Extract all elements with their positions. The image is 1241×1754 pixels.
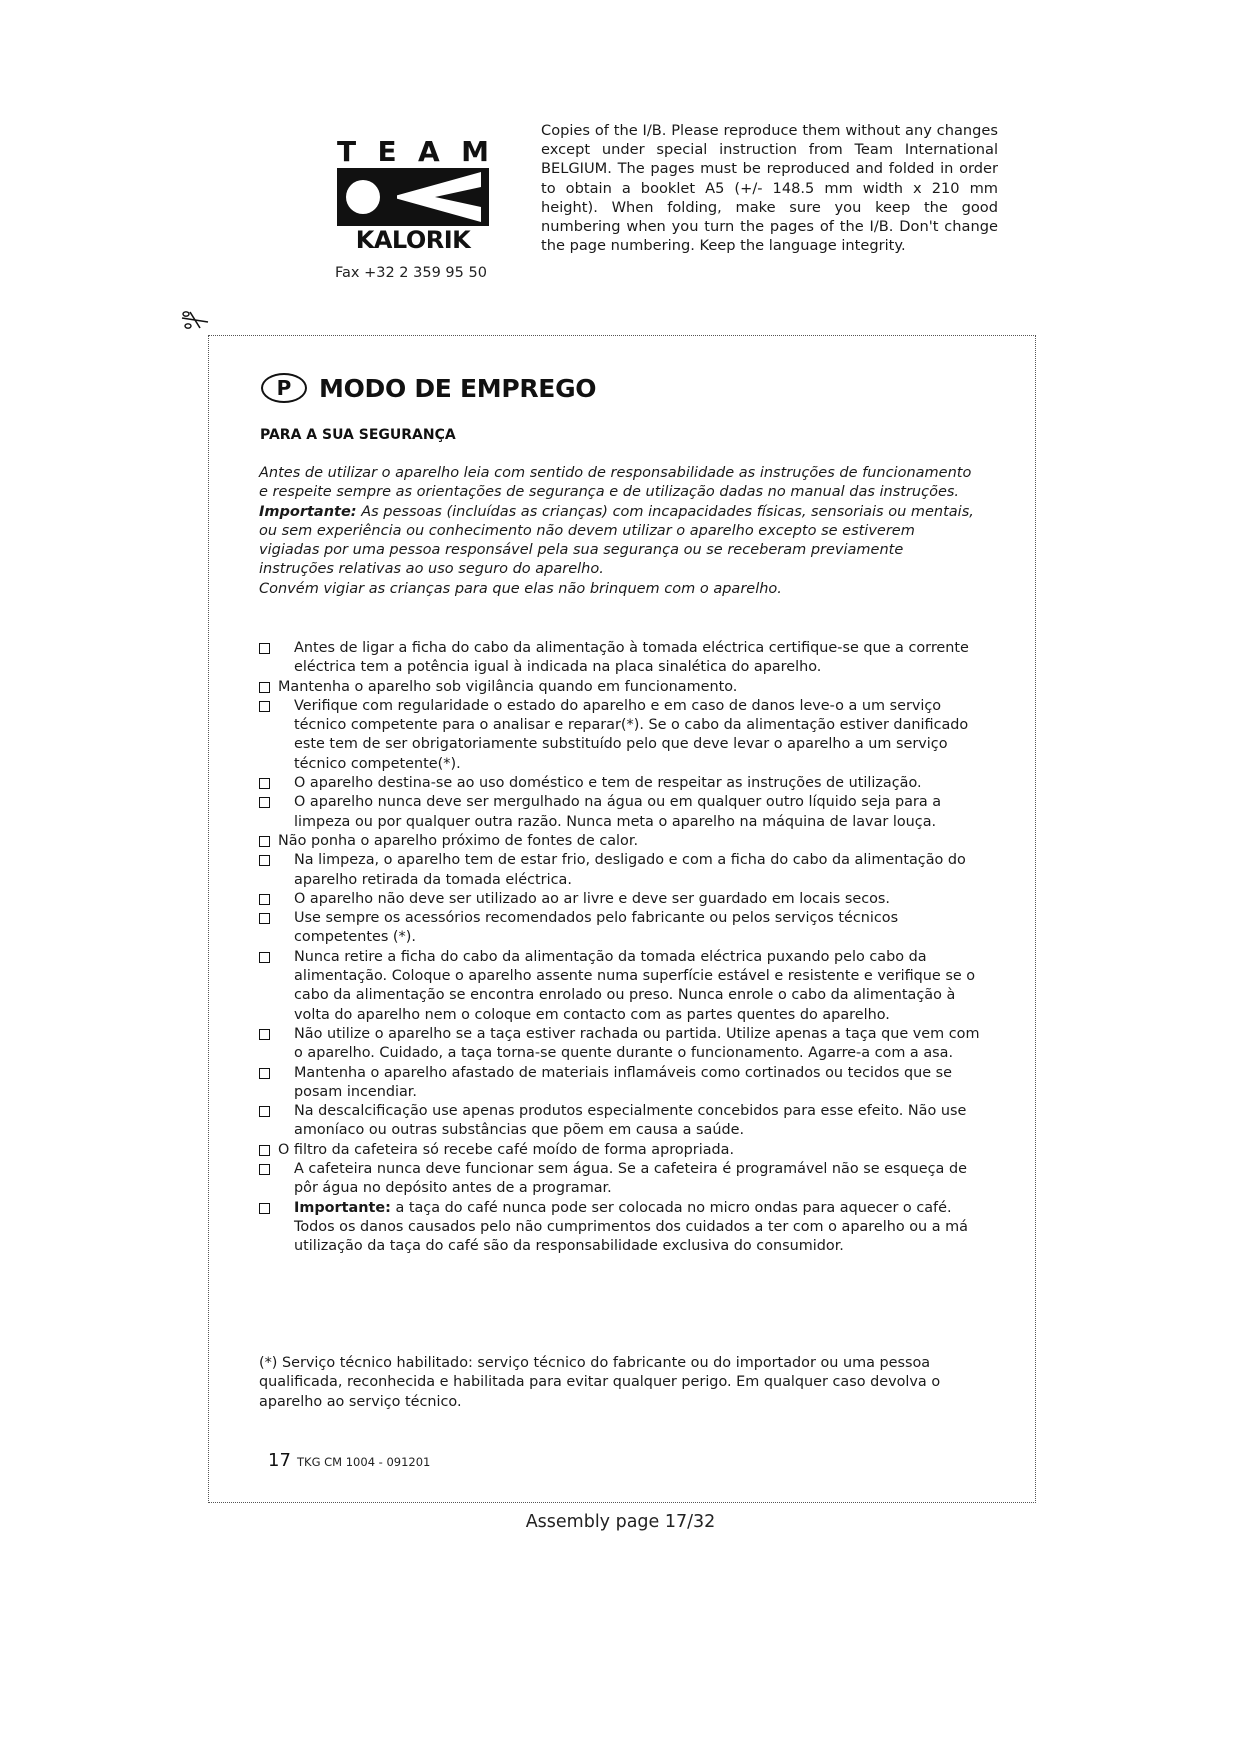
list-item: O aparelho não deve ser utilizado ao ar livre e deve ser guardado em locais secos.: [259, 890, 989, 909]
language-badge: P: [261, 373, 307, 403]
list-item: O aparelho nunca deve ser mergulhado na água ou em qualquer outro líquido seja para a limpeza ou por qualquer outra razão. Nunca meta o aparelho na máquina de lavar louça.: [259, 793, 989, 832]
important-text: a taça do café nunca pode ser colocada no micro ondas para aquecer o café. Todos os danos causados pelo não cumprimentos dos cuidados a ter com o aparelho ou a má utilização da taça do café são da responsabilidade exclusiva do consumidor.: [294, 1199, 968, 1255]
checkbox-icon: [259, 797, 270, 808]
checkbox-icon: [259, 952, 270, 963]
safety-intro: [259, 464, 979, 599]
checkbox-icon: [259, 1164, 270, 1175]
checkbox-icon: [259, 1029, 270, 1040]
section-title: PARA A SUA SEGURANÇA: [260, 427, 456, 443]
intro-important: [259, 503, 979, 580]
list-item: Não utilize o aparelho se a taça estiver rachada ou partida. Utilize apenas a taça que vem com o aparelho. Cuidado, a taça torna-se quente durante o funcionamento. Agarre-a com a asa.: [259, 1025, 989, 1064]
list-item: O aparelho destina-se ao uso doméstico e tem de respeitar as instruções de utilização.: [259, 774, 989, 793]
assembly-page-label: Assembly page 17/32: [525, 1512, 716, 1532]
checkbox-icon: [259, 894, 270, 905]
list-item: Não ponha o aparelho próximo de fontes de calor.: [259, 832, 989, 851]
logo-letter: M: [461, 135, 489, 168]
footnote: (*) Serviço técnico habilitado: serviço técnico do fabricante ou do importador ou uma pessoa qualificada, reconhecida e habilitada para evitar qualquer perigo. Em qualquer caso devolva o aparelho ao serviço técnico.: [259, 1355, 941, 1410]
scissors-icon: [180, 308, 210, 332]
list-item: O filtro da cafeteira só recebe café moído de forma apropriada.: [259, 1141, 989, 1160]
logo-brand: KALORIK: [355, 226, 471, 254]
checkbox-icon: [259, 643, 270, 654]
checkbox-icon: [259, 1145, 270, 1156]
checkbox-icon: [259, 836, 270, 847]
checkbox-icon: [259, 855, 270, 866]
list-item: Nunca retire a ficha do cabo da alimentação da tomada eléctrica puxando pelo cabo da alimentação. Coloque o aparelho assente numa superfície estável e resistente e verifique se o cabo da alimentação se encontra enrolado ou preso. Nunca enrole o cabo da alimentação à volta do aparelho nem o coloque em contacto com as partes quentes do aparelho.: [259, 948, 989, 1025]
list-item: A cafeteira nunca deve funcionar sem água. Se a cafeteira é programável não se esqueça de pôr água no depósito antes de a programar.: [259, 1160, 989, 1199]
checkbox-icon: [259, 1106, 270, 1117]
manual-title: MODO DE EMPREGO: [319, 373, 597, 403]
list-item: Mantenha o aparelho sob vigilância quando em funcionamento.: [259, 678, 989, 697]
important-text: As pessoas (incluídas as crianças) com incapacidades físicas, sensoriais ou mentais, ou sem experiência ou conhecimento não devem utilizar o aparelho excepto se estiverem vigiadas por uma pessoa responsável pela sua segurança ou se receberam previamente instruções relativas ao uso seguro do aparelho.: [259, 503, 974, 578]
list-item: Use sempre os acessórios recomendados pelo fabricante ou pelos serviços técnicos competentes (*).: [259, 909, 989, 948]
checkbox-icon: [259, 913, 270, 924]
checkbox-icon: [259, 682, 270, 693]
list-item: Mantenha o aparelho afastado de materiais inflamáveis como cortinados ou tecidos que se posam incendiar.: [259, 1064, 989, 1103]
list-item: Antes de ligar a ficha do cabo da alimentação à tomada eléctrica certifique-se que a corrente eléctrica tem a potência igual à indicada na placa sinalética do aparelho.: [259, 639, 989, 678]
logo-letter: E: [377, 135, 397, 168]
checkbox-icon: [259, 1068, 270, 1079]
checkbox-icon: [259, 1203, 270, 1214]
page-number: 17: [268, 1450, 291, 1471]
logo-letter: A: [418, 135, 440, 168]
fax-number: Fax +32 2 359 95 50: [335, 265, 487, 281]
kalorik-logo-icon: [337, 168, 489, 226]
list-item: Na limpeza, o aparelho tem de estar frio, desligado e com a ficha do cabo da alimentação do aparelho retirada da tomada eléctrica.: [259, 851, 989, 890]
list-item: Na descalcificação use apenas produtos especialmente concebidos para esse efeito. Não use amoníaco ou outras substâncias que põem em causa a saúde.: [259, 1102, 989, 1141]
list-item: [259, 1199, 989, 1257]
checkbox-icon: [259, 701, 270, 712]
intro-paragraph: Convém vigiar as crianças para que elas não brinquem com o aparelho.: [259, 580, 782, 597]
important-label: Importante:: [294, 1199, 391, 1216]
list-item: Verifique com regularidade o estado do aparelho e em caso de danos leve-o a um serviço técnico competente para o analisar e reparar(*). Se o cabo da alimentação estiver danificado este tem de ser obrigatoriamente substituído pelo que deve levar o aparelho a um serviço técnico competente(*).: [259, 697, 989, 774]
manual-heading: [261, 373, 596, 403]
model-reference: TKG CM 1004 - 091201: [297, 1455, 431, 1469]
safety-list: [259, 639, 989, 1257]
checkbox-icon: [259, 778, 270, 789]
logo-team-text: [337, 135, 489, 168]
important-label: Importante:: [259, 503, 357, 520]
reproduction-instructions: Copies of the I/B. Please reproduce them without any changes except under special instruction from Team International BELGIUM. The pages must be reproduced and folded in order to obtain a booklet A5 (+/- 148.5 mm width x 210 mm height). When folding, make sure you keep the good numbering when you turn the pages of the I/B. Don't change the page numbering. Keep the language integrity.: [541, 122, 998, 255]
intro-paragraph: Antes de utilizar o aparelho leia com sentido de responsabilidade as instruções de funcionamento e respeite sempre as orientações de segurança e de utilização dadas no manual das instruções.: [259, 465, 972, 501]
logo-letter: T: [337, 135, 357, 168]
